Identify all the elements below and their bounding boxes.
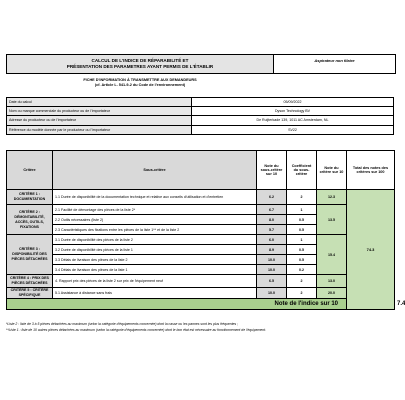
info-row bbox=[7, 116, 394, 125]
sub-criterion-note: 6.2 bbox=[257, 190, 287, 205]
title-line-2: PRÉSENTATION DES PARAMETRES AYANT PERMIS DE L'ÉTABLIR bbox=[66, 64, 214, 69]
info-label: Date du calcul bbox=[7, 98, 192, 107]
sub-criterion-note: 6.7 bbox=[257, 205, 287, 215]
table-header-row bbox=[7, 151, 395, 190]
subtitle-line-1: FICHE D'INFORMATION À TRANSMETTRE AUX DEMANDEURS bbox=[83, 78, 197, 82]
table-row bbox=[7, 288, 395, 299]
sub-criterion-label: 3.2 Durée de disponibilité des pièces de la liste 1 bbox=[53, 245, 257, 255]
sub-criterion-note: 10.0 bbox=[257, 255, 287, 265]
sub-criterion-label: 3.3 Délais de livraison des pièces de la liste 2 bbox=[53, 255, 257, 265]
info-sheet-subtitle bbox=[60, 78, 220, 88]
sub-criterion-label: 2.1 Facilité de démontage des pièces de la liste 2* bbox=[53, 205, 257, 215]
info-row bbox=[7, 125, 394, 134]
sub-criterion-note: 8.9 bbox=[257, 245, 287, 255]
header-coefficient: Coefficient du sous-critère bbox=[287, 151, 317, 190]
header-critere: Critère bbox=[7, 151, 53, 190]
sub-criterion-note: 10.0 bbox=[257, 265, 287, 275]
info-value: De Ruijterkade 139, 1011 AC Amsterdam, NL bbox=[192, 116, 394, 125]
sub-criterion-label: 1.1 Durée de disponibilité de la documentation technique et relative aux conseils d'utilisation et d'entretien bbox=[53, 190, 257, 205]
criterion-name: CRITÈRE 4 : PRIX DES PIÈCES DÉTACHÉES bbox=[7, 275, 53, 288]
sub-criterion-note: 6.0 bbox=[257, 235, 287, 245]
info-label: Adresse du producteur ou de l'importateur bbox=[7, 116, 192, 125]
table-row bbox=[7, 275, 395, 288]
document-title bbox=[7, 55, 274, 73]
criterion-note: 20.0 bbox=[317, 288, 347, 299]
document-header bbox=[6, 54, 396, 74]
criterion-name: CRITÈRE 5 : CRITÈRE SPÉCIFIQUE bbox=[7, 288, 53, 299]
info-row bbox=[7, 98, 394, 107]
sub-criterion-coefficient: 2 bbox=[287, 275, 317, 288]
info-value: SV22 bbox=[192, 125, 394, 134]
info-table bbox=[6, 97, 394, 135]
sub-criterion-coefficient: 0.5 bbox=[287, 215, 317, 225]
total-score: 74.3 bbox=[347, 190, 395, 310]
sub-criterion-coefficient: 1 bbox=[287, 205, 317, 215]
header-note-critere: Note du critère sur 10 bbox=[317, 151, 347, 190]
repairability-table bbox=[6, 150, 405, 310]
info-value: Dyson Technology BV bbox=[192, 107, 394, 116]
criterion-note: 12.3 bbox=[317, 190, 347, 205]
final-score-label: Note de l'indice sur 10 bbox=[7, 299, 347, 310]
header-sous-critere: Sous-critère bbox=[53, 151, 257, 190]
info-label: Référence du modèle donnée par le producteur ou l'importateur bbox=[7, 125, 192, 134]
info-row bbox=[7, 107, 394, 116]
header-total: Total des notes des critères sur 100 bbox=[347, 151, 395, 190]
criterion-name: CRITÈRE 2 : DÉMONTABILITÉ, ACCÈS, OUTILS, FIXATIONS bbox=[7, 205, 53, 235]
table-row bbox=[7, 190, 395, 205]
criterion-note: 13.5 bbox=[317, 205, 347, 235]
sub-criterion-coefficient: 0.2 bbox=[287, 265, 317, 275]
sub-criterion-coefficient: 2 bbox=[287, 190, 317, 205]
sub-criterion-coefficient: 2 bbox=[287, 288, 317, 299]
sub-criterion-coefficient: 1 bbox=[287, 235, 317, 245]
sub-criterion-coefficient: 0.5 bbox=[287, 245, 317, 255]
sub-criterion-label: 4. Rapport prix des pièces de la liste 2 sur prix de l'équipement neuf bbox=[53, 275, 257, 288]
criterion-note: 13.0 bbox=[317, 275, 347, 288]
final-score-row: Note de l'indice sur 10 7.4 bbox=[7, 299, 395, 310]
info-label: Nom ou marque commerciale du producteur ou de l'importateur bbox=[7, 107, 192, 116]
table-row bbox=[7, 235, 395, 245]
sub-criterion-label: 2.2 Outils nécessaires (liste 2) bbox=[53, 215, 257, 225]
header-note-sous-critere: Note du sous-critère sur 10 bbox=[257, 151, 287, 190]
product-type: Aspirateur non filaire bbox=[314, 58, 355, 63]
sub-criterion-label: 5.1 Assistance à distance sans frais bbox=[53, 288, 257, 299]
info-value: 05/09/2022 bbox=[192, 98, 394, 107]
footnote-list-1: **Liste 1 : liste de 10 autres pièces détachées au maximum (selon la catégorie d'équipements concernée) dont le bon état est nécessaire au fonctionnement de l'équipement. bbox=[6, 328, 267, 332]
criterion-name: CRITÈRE 3 : DISPONIBILITÉ DES PIÈCES DÉTACHÉES bbox=[7, 235, 53, 275]
title-line-1: CALCUL DE L'INDICE DE RÉPARABILITÉ ET bbox=[91, 58, 189, 64]
sub-criterion-coefficient: 0.5 bbox=[287, 255, 317, 265]
sub-criterion-note: 8.0 bbox=[257, 215, 287, 225]
sub-criterion-note: 10.0 bbox=[257, 288, 287, 299]
footnote-list-2: *Liste 2 : liste de 3 à 5 pièces détachées au maximum (selon la catégorie d'équipements concernée) dont la casse ou les pannes sont les plus fréquentes ; bbox=[6, 322, 239, 326]
sub-criterion-label: 3.1 Durée de disponibilité des pièces de la liste 2 bbox=[53, 235, 257, 245]
sub-criterion-note: 6.5 bbox=[257, 275, 287, 288]
criterion-note: 15.4 bbox=[317, 235, 347, 275]
subtitle-line-2: (cf. Article L. 541-9-2 du Code de l'environnement) bbox=[94, 83, 186, 87]
sub-criterion-coefficient: 0.5 bbox=[287, 225, 317, 235]
sub-criterion-label: 2.3 Caractéristiques des fixations entre les pièces de la liste 1** et de la liste 2 bbox=[53, 225, 257, 235]
sub-criterion-note: 5.7 bbox=[257, 225, 287, 235]
criterion-name: CRITÈRE 1 : DOCUMENTATION bbox=[7, 190, 53, 205]
sub-criterion-label: 3.4 Délais de livraison des pièces de la liste 1 bbox=[53, 265, 257, 275]
table-row bbox=[7, 205, 395, 215]
